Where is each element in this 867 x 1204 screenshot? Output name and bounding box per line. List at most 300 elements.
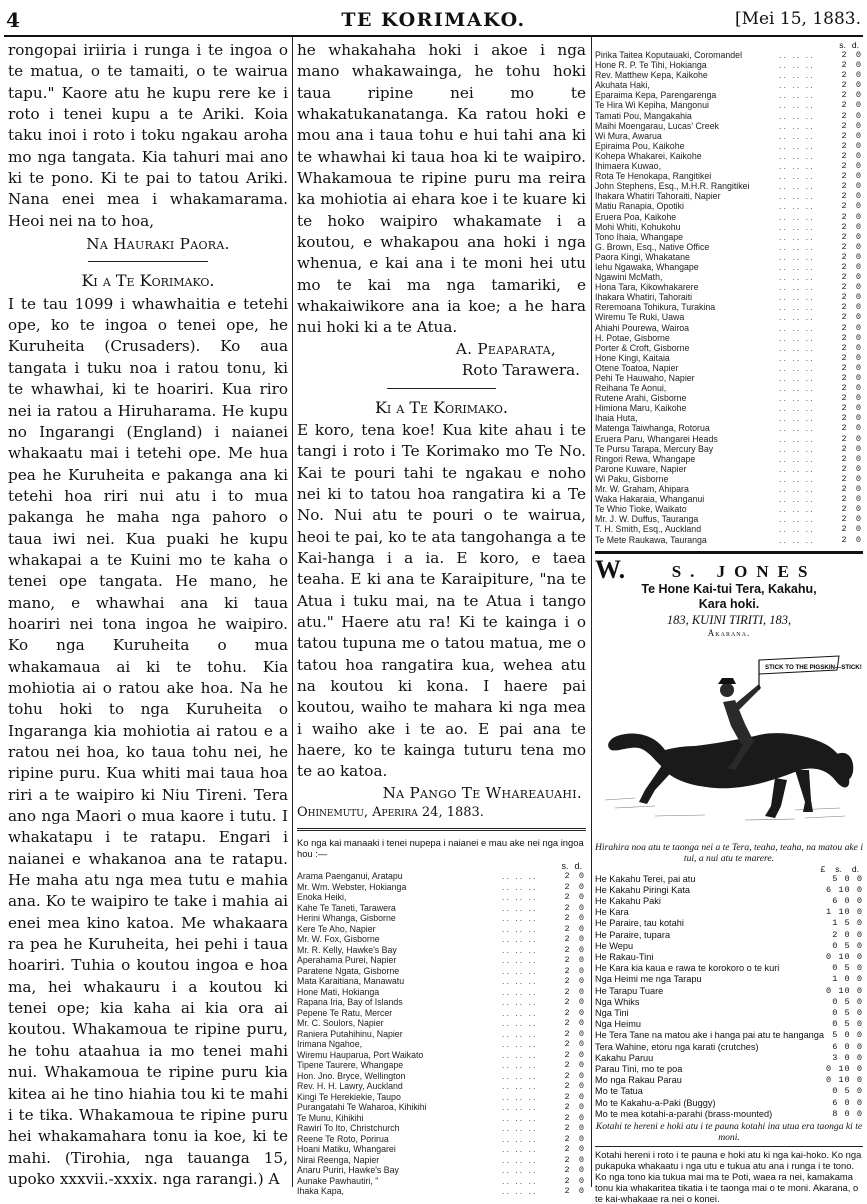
subscriber-row xyxy=(595,504,863,514)
item-price: 1 10 0 xyxy=(826,907,863,918)
subscriber-name: Wiremu Hauparua, Port Waikato xyxy=(297,1049,424,1060)
leader-dots: .. .. .. xyxy=(502,1081,538,1092)
leader-dots: .. .. .. xyxy=(502,892,538,903)
subscriber-row xyxy=(595,70,863,80)
subscriber-row xyxy=(595,413,863,423)
leader-dots: .. .. .. xyxy=(779,221,815,232)
subscriber-row xyxy=(297,976,586,987)
price-row xyxy=(595,896,863,907)
subscriber-name: Hone R. P. Te Tihi, Hokianga xyxy=(595,60,707,71)
advertisement-saddler xyxy=(595,554,863,1204)
item-name: Nga Tini xyxy=(595,1008,629,1019)
leader-dots: .. .. .. xyxy=(779,181,815,192)
subscriber-name: Reene Te Roto, Porirua xyxy=(297,1133,389,1144)
price-row xyxy=(595,1098,863,1109)
leader-dots: .. .. .. xyxy=(779,433,815,444)
subscriber-row xyxy=(595,464,863,474)
subscriber-row xyxy=(595,363,863,373)
price-row xyxy=(595,918,863,929)
subscription-amount: 2 0 xyxy=(564,1070,586,1081)
subscriber-row xyxy=(595,434,863,444)
item-price: 8 0 0 xyxy=(832,1108,863,1119)
price-row xyxy=(595,986,863,997)
letter-2-continued-text: he whakahaha hoki i akoe i nga mano whakawainga, he tohu hoki taua ripine nei mo te whakatukanatanga. Ka ratou hoki e mou ana i taua tohu e hui tahi ana ki te whawhai ki taua hoa ki te waipiro. Whakamoua te ripine puru ma reira ka mohiotia ai ehara koe i te kuare ki te hoko waipiro whakamate i a koutou, e whakapou ana hoki i nga whenua, e kai ana i te moni hei utu mo te kai ma nga tamariki, e whakaiwikore ana ia koe; a he hara nui hoki ki a te Atua. xyxy=(297,41,586,337)
subscriber-row xyxy=(595,535,863,545)
subscription-amount: 2 0 xyxy=(841,272,863,283)
ad-caption: Hirahira noa atu te taonga nei a te Tera, teaha, teaha, na matou ake i tui, a nui atu te marere. xyxy=(595,841,863,864)
subscription-amount: 2 0 xyxy=(564,1123,586,1134)
subscription-amount: 2 0 xyxy=(841,453,863,464)
subscriber-name: Kohepa Whakarei, Kaikohe xyxy=(595,150,702,161)
leader-dots: .. .. .. xyxy=(779,211,815,222)
price-row xyxy=(595,1086,863,1097)
pence-label: d. xyxy=(851,40,859,50)
subscribers-list-2 xyxy=(595,50,863,545)
subscription-amount: 2 0 xyxy=(564,1186,586,1197)
item-name: Nga Heimu xyxy=(595,1019,641,1030)
subscriber-row xyxy=(297,1071,586,1082)
leader-dots: .. .. .. xyxy=(502,902,538,913)
rider-arm xyxy=(735,684,761,710)
subscription-amount: 2 0 xyxy=(564,881,586,892)
item-name: Nga Whiks xyxy=(595,996,640,1007)
subscriber-row xyxy=(595,312,863,322)
leader-dots: .. .. .. xyxy=(779,362,815,373)
subscriber-name: Ihakara Whatiri, Tahoraiti xyxy=(595,292,693,303)
subscriber-name: Ringori Rewa, Whangape xyxy=(595,453,696,464)
leader-dots: .. .. .. xyxy=(502,1018,538,1029)
ad-city: Akarana. xyxy=(707,627,751,638)
leader-dots: .. .. .. xyxy=(779,504,815,515)
item-name: Mo nga Rakau Parau xyxy=(595,1075,682,1086)
item-name: Parau Tini, mo te poa xyxy=(595,1064,683,1075)
banner-text: STICK TO THE PIGSKIN—STICK! xyxy=(765,663,862,671)
letter-3-heading: Ki a Te Korimako. xyxy=(374,397,509,417)
subscriber-row xyxy=(595,111,863,121)
subscriber-name: Tipene Taurere, Whangape xyxy=(297,1060,404,1071)
leader-dots: .. .. .. xyxy=(779,463,815,474)
leader-dots: .. .. .. xyxy=(502,1091,538,1102)
leader-dots: .. .. .. xyxy=(502,1070,538,1081)
subscription-amount: 2 0 xyxy=(841,423,863,434)
subscription-amount: 2 0 xyxy=(564,1007,586,1018)
subscriber-row xyxy=(595,100,863,110)
subscription-amount: 2 0 xyxy=(841,504,863,515)
subscriber-name: Eruera Poa, Kaikohe xyxy=(595,211,677,222)
item-price: 0 5 0 xyxy=(832,940,863,951)
item-name: Mo te mea kotahi-a-parahi (brass-mounted) xyxy=(595,1108,773,1119)
leader-dots: .. .. .. xyxy=(779,484,815,495)
price-row xyxy=(595,874,863,885)
subscriber-row xyxy=(595,141,863,151)
item-price: 3 0 0 xyxy=(832,1052,863,1063)
subscription-amount: 2 0 xyxy=(841,413,863,424)
leader-dots: .. .. .. xyxy=(779,322,815,333)
subscription-amount: 2 0 xyxy=(841,473,863,484)
subscriber-name: T. H. Smith, Esq., Auckland xyxy=(595,524,702,535)
leader-dots: .. .. .. xyxy=(779,332,815,343)
leader-dots: .. .. .. xyxy=(779,403,815,414)
pound-label: £ xyxy=(820,863,826,874)
subscriber-row xyxy=(297,1060,586,1071)
leader-dots: .. .. .. xyxy=(779,383,815,394)
subscriber-name: Ahiahi Pourewa, Wairoa xyxy=(595,322,690,333)
item-name: He Kara kia kaua e rawa te korokoro o te kuri xyxy=(595,963,780,974)
subscriber-row xyxy=(595,292,863,302)
subscription-amount: 2 0 xyxy=(841,161,863,172)
subscription-amount: 2 0 xyxy=(841,282,863,293)
ad-trade-line-1: Te Hone Kai-tui Tera, Kakahu, xyxy=(641,581,817,596)
subscribers-heading: Ko nga kai manaaki i tenei nupepa i naianei e mau ake nei nga ingoa hou :— xyxy=(297,837,584,860)
ad-merchant-name: S. JONES xyxy=(671,561,817,581)
subscription-amount: 2 0 xyxy=(564,1144,586,1155)
subscription-amount: 2 0 xyxy=(564,1175,586,1186)
subscription-amount: 2 0 xyxy=(564,944,586,955)
subscriber-name: Irimana Ngahoe, xyxy=(297,1039,363,1050)
leader-dots: .. .. .. xyxy=(502,1049,538,1060)
subscriber-name: Te Munu, Kihikihi xyxy=(297,1112,364,1123)
subscription-amount: 2 0 xyxy=(841,352,863,363)
ad-trade-line-2: Kara hoki. xyxy=(698,596,760,611)
section-rule xyxy=(88,261,208,262)
horse-leg-back-2 xyxy=(765,778,787,818)
item-price: 6 0 0 xyxy=(832,1041,863,1052)
subscription-amount: 2 0 xyxy=(564,986,586,997)
leader-dots: .. .. .. xyxy=(779,453,815,464)
horse-body xyxy=(608,733,849,788)
subscription-amount: 2 0 xyxy=(564,1165,586,1176)
subscriber-row xyxy=(297,1092,586,1103)
subscriber-name: Iehu Ngawaka, Whangape xyxy=(595,261,699,272)
subscriber-row xyxy=(595,50,863,60)
item-name: Mo te Tatua xyxy=(595,1086,643,1097)
subscriber-row xyxy=(595,484,863,494)
subscription-amount: 2 0 xyxy=(841,332,863,343)
price-row xyxy=(595,1030,863,1041)
subscriber-row xyxy=(595,343,863,353)
subscriber-name: Ihakara Whatiri Tahoraiti, Napier xyxy=(595,191,721,202)
ad-address: 183, KUINI TIRITI, 183, xyxy=(666,612,792,627)
column-divider-2 xyxy=(591,37,592,1187)
subscriber-row xyxy=(595,171,863,181)
subscriber-row xyxy=(595,403,863,413)
subscriber-name: Enoka Heiki, xyxy=(297,892,347,903)
leader-dots: .. .. .. xyxy=(779,352,815,363)
subscriber-name: Tono Ihaia, Whangape xyxy=(595,231,684,242)
item-name: He Kakahu Piringi Kata xyxy=(595,884,690,895)
newspaper-title: TE KORIMAKO. xyxy=(341,9,526,31)
subscriber-name: Wi Mura, Awarua xyxy=(595,130,662,141)
price-row xyxy=(595,952,863,963)
pence-label: d. xyxy=(574,861,582,872)
leader-dots: .. .. .. xyxy=(502,881,538,892)
subscriber-row xyxy=(595,282,863,292)
price-currency-header xyxy=(595,864,863,874)
subscriber-name: Te Pursu Tarapa, Mercury Bay xyxy=(595,443,714,454)
leader-dots: .. .. .. xyxy=(502,1112,538,1123)
leader-dots: .. .. .. xyxy=(779,90,815,101)
subscription-amount: 2 0 xyxy=(564,892,586,903)
leader-dots: .. .. .. xyxy=(779,191,815,202)
letter-2-heading: Ki a Te Korimako. xyxy=(81,271,215,291)
subscriber-row xyxy=(595,272,863,282)
subscriber-name: Mr. W. Fox, Gisborne xyxy=(297,934,380,945)
subscription-amount: 2 0 xyxy=(841,90,863,101)
subscriber-row xyxy=(297,987,586,998)
leader-dots: .. .. .. xyxy=(779,302,815,313)
leader-dots: .. .. .. xyxy=(779,473,815,484)
subscriber-row xyxy=(595,373,863,383)
ad-rule xyxy=(595,551,863,554)
subscription-amount: 2 0 xyxy=(841,342,863,353)
subscription-amount: 2 0 xyxy=(841,60,863,71)
leader-dots: .. .. .. xyxy=(779,282,815,293)
letter-1-signature: Na Hauraki Paora. xyxy=(86,235,230,254)
leader-dots: .. .. .. xyxy=(502,1154,538,1165)
subscriber-row xyxy=(595,393,863,403)
subscriber-row xyxy=(297,955,586,966)
currency-header xyxy=(595,40,863,50)
subscriber-row xyxy=(595,252,863,262)
subscriber-row xyxy=(297,945,586,956)
subscription-amount: 2 0 xyxy=(841,443,863,454)
subscriber-row xyxy=(595,323,863,333)
leader-dots: .. .. .. xyxy=(779,80,815,91)
subscriber-row xyxy=(595,90,863,100)
column-divider-1 xyxy=(292,37,293,1187)
subscriber-name: Mr. R. Kelly, Hawke's Bay xyxy=(297,944,397,955)
subscriber-name: Kingi Te Herekiekie, Taupo xyxy=(297,1091,401,1102)
horse-leg-front xyxy=(639,758,679,804)
subscriber-row xyxy=(595,151,863,161)
subscribers-list-1 xyxy=(297,871,586,1197)
subscriber-row xyxy=(297,997,586,1008)
price-row xyxy=(595,963,863,974)
subscriber-name: Mr. Wm. Webster, Hokianga xyxy=(297,881,407,892)
leader-dots: .. .. .. xyxy=(779,130,815,141)
subscriber-row xyxy=(595,121,863,131)
leader-dots: .. .. .. xyxy=(779,100,815,111)
item-price: 0 5 0 xyxy=(832,1019,863,1030)
leader-dots: .. .. .. xyxy=(779,261,815,272)
subscription-amount: 2 0 xyxy=(564,1018,586,1029)
subscriber-name: G. Brown, Esq., Native Office xyxy=(595,241,710,252)
item-price: 0 10 0 xyxy=(826,952,863,963)
subscriber-row xyxy=(595,181,863,191)
subscriber-name: Waka Hakaraia, Whanganui xyxy=(595,494,705,505)
item-price: 0 10 0 xyxy=(826,1075,863,1086)
currency-header xyxy=(297,861,586,871)
subscription-amount: 2 0 xyxy=(564,1112,586,1123)
subscriber-row xyxy=(595,60,863,70)
subscription-amount: 2 0 xyxy=(841,140,863,151)
subscription-amount: 2 0 xyxy=(564,1133,586,1144)
ad-note-1: Kotahi te hereni e hoki atu i te pauna kotahi ina utua era taonga ki te moni. xyxy=(595,1121,863,1143)
subscription-amount: 2 0 xyxy=(564,976,586,987)
subscriber-name: Ihimaera Kuwao, xyxy=(595,161,662,172)
subscriber-name: Mohi Whiti, Kohukohu xyxy=(595,221,681,232)
leader-dots: .. .. .. xyxy=(502,1165,538,1176)
subscriber-name: Hoani Matiku, Whangarei xyxy=(297,1144,396,1155)
subscriber-name: Parone Kuware, Napier xyxy=(595,463,687,474)
subscriber-name: Mr. W. Graham, Ahipara xyxy=(595,484,689,495)
leader-dots: .. .. .. xyxy=(779,413,815,424)
item-price: 0 5 0 xyxy=(832,1086,863,1097)
leader-dots: .. .. .. xyxy=(502,1039,538,1050)
ad-note-2: Kotahi hereni i roto i te pauna e hoki atu ki nga kai-hoko. Ko nga pukapuka whakaatu i nga utu e tukua atu ana i runga i te tono. Ko nga tono kia tukua mai ma te Poti, waea ra nei, kamakama tonu kia whakaritea tikatia i te taonga mai o te moni. Akarana, o te kai-whakaae ra nei o konei. xyxy=(595,1146,863,1204)
subscriber-name: Eparaima Kepa, Parengarenga xyxy=(595,90,717,101)
subscriber-row xyxy=(297,913,586,924)
subscription-amount: 2 0 xyxy=(841,211,863,222)
item-price: 1 5 0 xyxy=(832,918,863,929)
price-row xyxy=(595,941,863,952)
subscription-amount: 2 0 xyxy=(841,534,863,545)
subscriber-name: Paratene Ngata, Gisborne xyxy=(297,965,400,976)
subscriber-name: Hone Kingi, Kaitaia xyxy=(595,352,670,363)
subscriber-row xyxy=(595,524,863,534)
bucking-horse-illustration xyxy=(595,640,861,840)
subscriber-name: Nirai Reenga, Napier xyxy=(297,1154,380,1165)
item-price: 6 10 0 xyxy=(826,884,863,895)
subscriber-name: Matiu Ranapia, Opotiki xyxy=(595,201,684,212)
item-price: 5 0 0 xyxy=(832,873,863,884)
subscription-amount: 2 0 xyxy=(841,393,863,404)
subscriber-row xyxy=(297,1123,586,1134)
shilling-label: s. xyxy=(835,863,842,874)
subscription-amount: 2 0 xyxy=(841,171,863,182)
page-number: 4 xyxy=(6,8,20,32)
subscription-amount: 2 0 xyxy=(841,70,863,81)
letter-2-text: I te tau 1099 i whawhaitia e tetehi ope, ko te ingoa o tenei ope, he Kuruheita (Crusaders). Ko aua tangata i tuku noa i ratou tonu, ki te whawhai, ki te hoariri. Kua riro nei ia ratou a Hiruharama. He kupu no Ingarangi (England) i naianei whakaatu mai i tetehi ope. Me hua pea he Kuruheita e pakanga ana ki tetehi hoa riri nui atu i to mua pakanga he maha nga pahoro o taua iwi nei. Kua puaki he kupu whakapai a te Kuini mo te kaha o tenei ope tangata. He mano, he mano, e whawhai ana ki taua hoariri nei tona ingoa he waipiro. Ko nga Kuruheita o mua whakamaua ai ki te tohu. Kia mohiotia ai o ratou ake hoa. Na he tohu hoki to nga Kuruheita o Ingaranga kia mohiotia ai ratou e a ratou nei hoa, ko taua tohu nei, he ripine puru. Kua whiti mai taua hoa riri a te waipiro ki Niu Tireni. Tera ano nga Maori o mua kaore i tutu. I whakatapu i te ratapu. Engari i naianei e whakanoa ana te ratapu. He maha atu nga mea tutu e mahia ana. Ko te waipiro te take i mahia ai enei mea kino katoa. Me whakaara ra pea he Kuruheita, hei pehi i taua hoariri. Tuhia o koutou ingoa e hoa ma, hei whakauru i a koutou ki tenei ope; kia kaha ai kia ora ai koutou. Whakamoua te ripine puru, he tohu ataahua ia mo tenei mahi nui. Whakamoua te ripine puru kia kitea ai he tino hiahia tou ki te mahi i te tika. Whakamoua te ripine puru hei whakamahara tonu ia koe, ki te mahi. (Tirohia, nga tauanga 15, upoko xxxvii.-xxxix. nga rarangi.) A xyxy=(8,294,288,1188)
subscriber-row xyxy=(595,131,863,141)
subscriber-name: Rutene Arahi, Gisborne xyxy=(595,393,687,404)
subscription-amount: 2 0 xyxy=(841,181,863,192)
subscriber-name: Rawiri To Ito, Christchurch xyxy=(297,1123,400,1134)
subscription-amount: 2 0 xyxy=(841,261,863,272)
subscription-amount: 2 0 xyxy=(841,110,863,121)
price-row xyxy=(595,1064,863,1075)
subscription-amount: 2 0 xyxy=(564,1060,586,1071)
item-price: 6 0 0 xyxy=(832,896,863,906)
leader-dots: .. .. .. xyxy=(779,393,815,404)
subscriber-name: Akuhata Haki, xyxy=(595,80,650,91)
subscriber-row xyxy=(595,454,863,464)
leader-dots: .. .. .. xyxy=(779,50,815,60)
subscription-amount: 2 0 xyxy=(841,50,863,60)
subscriber-row xyxy=(297,966,586,977)
subscriber-row xyxy=(297,1050,586,1061)
subscriber-row xyxy=(595,353,863,363)
leader-dots: .. .. .. xyxy=(779,534,815,545)
item-name: Kakahu Paruu xyxy=(595,1052,654,1063)
item-price: 2 0 0 xyxy=(832,929,863,940)
subscriber-row xyxy=(297,1176,586,1187)
price-row xyxy=(595,997,863,1008)
column-1 xyxy=(8,40,288,1190)
subscriber-name: Arama Paenganui, Aratapu xyxy=(297,871,403,882)
subscriber-name: Pehi Te Hauwaho, Napier xyxy=(595,373,695,383)
leader-dots: .. .. .. xyxy=(779,120,815,131)
subscriber-row xyxy=(595,494,863,504)
leader-dots: .. .. .. xyxy=(779,110,815,121)
item-name: He Paraire, tupara xyxy=(595,929,671,940)
price-row xyxy=(595,1042,863,1053)
subscriber-row xyxy=(595,474,863,484)
horse-leg-back xyxy=(795,770,813,812)
leader-dots: .. .. .. xyxy=(502,1007,538,1018)
subscription-amount: 2 0 xyxy=(564,934,586,945)
subscription-amount: 2 0 xyxy=(564,1102,586,1113)
subscription-amount: 2 0 xyxy=(841,302,863,313)
subscription-amount: 2 0 xyxy=(841,362,863,373)
subscriber-name: Ngawini McMath, xyxy=(595,272,663,283)
subscriber-name: Hone Mati, Hokianga xyxy=(297,986,380,997)
subscription-amount: 2 0 xyxy=(841,322,863,333)
leader-dots: .. .. .. xyxy=(502,1175,538,1186)
subscriber-name: Epiraima Pou, Kaikohe xyxy=(595,140,685,151)
subscription-amount: 2 0 xyxy=(841,403,863,414)
leader-dots: .. .. .. xyxy=(502,1102,538,1113)
subscriber-row xyxy=(595,262,863,272)
issue-date: [Mei 15, 1883. xyxy=(734,9,861,29)
subscriber-name: Reremoana Tohikura, Turakina xyxy=(595,302,716,313)
subscriber-name: Mr. J. W. Duffus, Tauranga xyxy=(595,514,699,525)
subscriber-name: Ihaka Kapa, xyxy=(297,1186,344,1197)
subscriber-name: Aperahama Purei, Napier xyxy=(297,955,397,966)
leader-dots: .. .. .. xyxy=(502,944,538,955)
leader-dots: .. .. .. xyxy=(502,1123,538,1134)
subscriber-name: John Stephens, Esq., M.H.R. Rangitikei xyxy=(595,181,750,192)
leader-dots: .. .. .. xyxy=(502,976,538,987)
subscription-amount: 2 0 xyxy=(841,463,863,474)
price-row xyxy=(595,1075,863,1086)
section-rule xyxy=(387,388,496,389)
subscriber-row xyxy=(297,1081,586,1092)
subscriber-name: Pirika Taitea Koputauaki, Coromandel xyxy=(595,50,743,60)
subscriber-row xyxy=(297,1186,586,1197)
price-row xyxy=(595,1053,863,1064)
leader-dots: .. .. .. xyxy=(502,997,538,1008)
subscriber-name: Pepene Te Ratu, Mercer xyxy=(297,1007,393,1018)
subscriber-name: Kahe Te Taneti, Tarawera xyxy=(297,902,396,913)
subscription-amount: 2 0 xyxy=(841,251,863,262)
subscription-amount: 2 0 xyxy=(841,524,863,535)
subscriber-name: Aunake Pawhautiri, " xyxy=(297,1175,379,1186)
subscriber-row xyxy=(297,1039,586,1050)
subscriber-row xyxy=(595,222,863,232)
leader-dots: .. .. .. xyxy=(502,1144,538,1155)
page-header xyxy=(4,8,863,34)
item-price: 6 0 0 xyxy=(832,1097,863,1108)
subscriber-name: Mata Karaitiana, Manawatu xyxy=(297,976,405,987)
subscriber-name: H. Potae, Gisborne xyxy=(595,332,670,343)
subscriber-row xyxy=(595,383,863,393)
subscription-amount: 2 0 xyxy=(841,241,863,252)
leader-dots: .. .. .. xyxy=(779,272,815,283)
letter-3-dateline: Ohinemutu, Aperira 24, 1883. xyxy=(297,805,484,821)
item-price: 0 5 0 xyxy=(832,963,863,974)
leader-dots: .. .. .. xyxy=(779,171,815,182)
subscription-amount: 2 0 xyxy=(841,80,863,91)
item-price: 0 10 0 xyxy=(826,1064,863,1075)
item-price: 0 10 0 xyxy=(826,985,863,996)
leader-dots: .. .. .. xyxy=(779,241,815,252)
subscriber-name: Matenga Taiwhanga, Rotorua xyxy=(595,423,710,434)
subscriber-row xyxy=(297,934,586,945)
subscriber-name: Herini Whanga, Gisborne xyxy=(297,913,396,924)
leader-dots: .. .. .. xyxy=(779,443,815,454)
leader-dots: .. .. .. xyxy=(779,342,815,353)
